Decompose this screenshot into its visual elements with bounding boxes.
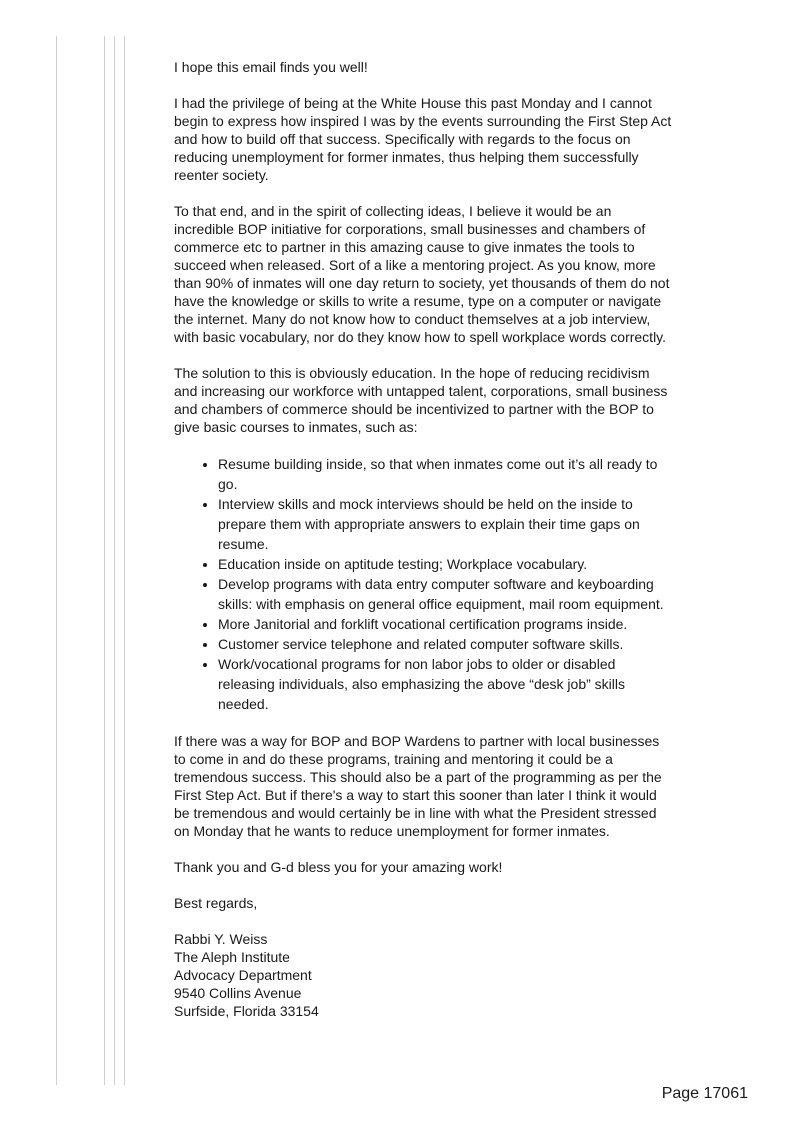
signature-street: 9540 Collins Avenue <box>174 985 302 1001</box>
signature-department: Advocacy Department <box>174 967 312 983</box>
quote-border-line <box>104 36 105 1085</box>
list-item: • Customer service telephone and related computer software skills. <box>218 634 674 654</box>
signature-block <box>174 930 674 1020</box>
signature-name: Rabbi Y. Weiss <box>174 931 268 947</box>
closing-paragraph: If there was a way for BOP and BOP Wardens to partner with local businesses to come in and do these programs, training and mentoring it could be a tremendous success. This should also be a part of the programming as per the First Step Act. But if there's a way to start this sooner than later I think it would be tremendous and would certainly be in line with what the President stressed on Monday that he wants to reduce unemployment for former inmates. <box>174 733 662 839</box>
list-item: • Interview skills and mock interviews should be held on the inside to prepare them with appropriate answers to explain their time gaps on resume. <box>218 494 674 554</box>
signature-organization: The Aleph Institute <box>174 949 290 965</box>
list-item: • Education inside on aptitude testing; Workplace vocabulary. <box>218 554 674 574</box>
list-item: • More Janitorial and forklift vocational certification programs inside. <box>218 614 674 634</box>
quote-border-line <box>56 36 57 1085</box>
thanks-line: Thank you and G-d bless you for your amazing work! <box>174 859 503 875</box>
signature-city: Surfside, Florida 33154 <box>174 1003 319 1019</box>
sign-off: Best regards, <box>174 895 258 911</box>
body-paragraph: I had the privilege of being at the White House this past Monday and I cannot begin to express how inspired I was by the events surrounding the First Step Act and how to build off that success. Specifically with regards to the focus on reducing unemployment for former inmates, thus helping them successfully reenter society. <box>174 95 672 183</box>
email-body <box>174 58 674 1020</box>
body-paragraph: The solution to this is obviously education. In the hope of reducing recidivism and increasing our workforce with untapped talent, corporations, small business and chambers of commerce should be incentivized to partner with the BOP to give basic courses to inmates, such as: <box>174 365 668 435</box>
course-list <box>174 454 674 714</box>
page-number: Page 17061 <box>661 1085 748 1102</box>
list-item: • Work/vocational programs for non labor jobs to older or disabled releasing individuals, also emphasizing the above “desk job” skills needed. <box>218 654 674 714</box>
list-item: • Resume building inside, so that when inmates come out it’s all ready to go. <box>218 454 674 494</box>
body-paragraph: To that end, and in the spirit of collecting ideas, I believe it would be an incredible BOP initiative for corporations, small businesses and chambers of commerce etc to partner in this amazing cause to give inmates the tools to succeed when released. Sort of a like a mentoring project. As you know, more than 90% of inmates will one day return to society, yet thousands of them do not have the knowledge or skills to write a resume, type on a computer or navigate the internet. Many do not know how to conduct themselves at a job interview, with basic vocabulary, nor do they know how to spell workplace words correctly. <box>174 203 670 345</box>
quote-border-line <box>124 36 125 1085</box>
quote-border-line <box>114 36 115 1085</box>
list-item: • Develop programs with data entry computer software and keyboarding skills: with emphasis on general office equipment, mail room equipment. <box>218 574 674 614</box>
closing-section <box>174 732 674 1020</box>
greeting-paragraph: I hope this email finds you well! <box>174 59 368 75</box>
